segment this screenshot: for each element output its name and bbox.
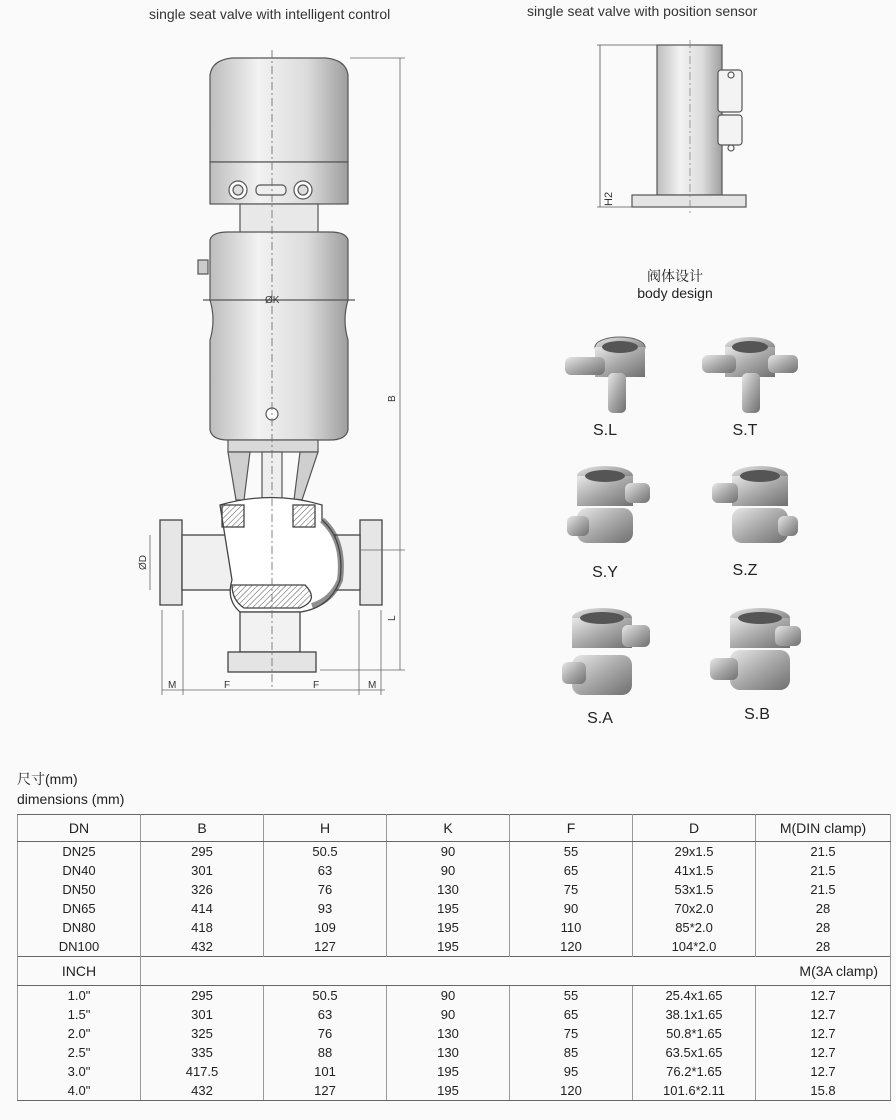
- table-cell: 12.7: [756, 1062, 891, 1081]
- table-cell: 101: [264, 1062, 387, 1081]
- table-cell: 1.0": [18, 986, 141, 1006]
- body-label-st: S.T: [732, 422, 758, 439]
- table-cell: 28: [756, 918, 891, 937]
- body-thumb-st: [700, 325, 800, 415]
- table-cell: 104*2.0: [633, 937, 756, 957]
- body-design-title: [600, 268, 750, 302]
- table-cell: 417.5: [141, 1062, 264, 1081]
- table-cell: 326: [141, 880, 264, 899]
- table-cell: 76: [264, 880, 387, 899]
- label-f-right: F: [313, 680, 320, 691]
- table-cell: 3.0": [18, 1062, 141, 1081]
- label-k: ØK: [265, 295, 280, 306]
- table-cell: 127: [264, 937, 387, 957]
- table-cell: 195: [387, 1081, 510, 1101]
- table-cell: 12.7: [756, 1024, 891, 1043]
- table-cell: 50.5: [264, 842, 387, 862]
- body-label-sl: S.L: [592, 422, 617, 439]
- table-cell: 12.7: [756, 1005, 891, 1024]
- table-cell: 90: [387, 861, 510, 880]
- body-label-sz: S.Z: [732, 562, 758, 579]
- table-cell: DN50: [18, 880, 141, 899]
- table-cell: 25.4x1.65: [633, 986, 756, 1006]
- table-row: [18, 1024, 891, 1043]
- table-cell: 21.5: [756, 842, 891, 862]
- body-thumb-sa: [560, 600, 655, 705]
- table-cell: 55: [510, 842, 633, 862]
- label-m-left: M: [168, 680, 177, 691]
- column-header: B: [141, 815, 264, 842]
- table-cell: 70x2.0: [633, 899, 756, 918]
- label-l: L: [387, 615, 398, 621]
- label-d: ØD: [138, 555, 149, 570]
- label-f-left: F: [224, 680, 231, 691]
- table-cell: 95: [510, 1062, 633, 1081]
- body-label-sy: S.Y: [592, 564, 618, 581]
- column-header: DN: [18, 815, 141, 842]
- inch-m-header: M(3A clamp): [141, 957, 891, 986]
- body-design-title-en: body design: [637, 285, 713, 301]
- position-sensor-drawing: [597, 40, 746, 215]
- table-header-row: [18, 815, 891, 842]
- table-cell: 195: [387, 899, 510, 918]
- table-cell: 65: [510, 861, 633, 880]
- column-header: F: [510, 815, 633, 842]
- table-row: [18, 880, 891, 899]
- table-cell: 295: [141, 842, 264, 862]
- table-cell: 195: [387, 937, 510, 957]
- table-cell: 85: [510, 1043, 633, 1062]
- table-cell: 75: [510, 1024, 633, 1043]
- table-cell: 90: [387, 986, 510, 1006]
- table-cell: 120: [510, 937, 633, 957]
- table-row: [18, 918, 891, 937]
- table-cell: 432: [141, 1081, 264, 1101]
- table-cell: 21.5: [756, 861, 891, 880]
- table-cell: 101.6*2.11: [633, 1081, 756, 1101]
- table-cell: 109: [264, 918, 387, 937]
- body-thumb-sz: [710, 458, 800, 558]
- table-cell: DN40: [18, 861, 141, 880]
- table-cell: 28: [756, 899, 891, 918]
- table-cell: 90: [387, 842, 510, 862]
- table-row: [18, 1081, 891, 1101]
- table-cell: 76: [264, 1024, 387, 1043]
- table-cell: 130: [387, 880, 510, 899]
- table-cell: 75: [510, 880, 633, 899]
- table-row: [18, 937, 891, 957]
- table-cell: 325: [141, 1024, 264, 1043]
- table-cell: 120: [510, 1081, 633, 1101]
- table-cell: 90: [387, 1005, 510, 1024]
- table-cell: 88: [264, 1043, 387, 1062]
- table-cell: 29x1.5: [633, 842, 756, 862]
- body-thumb-sy: [565, 458, 655, 558]
- table-cell: 12.7: [756, 1043, 891, 1062]
- caption-intelligent-control: single seat valve with intelligent control: [149, 6, 391, 22]
- body-design-title-cn: 阀体设计: [647, 268, 703, 284]
- table-cell: 195: [387, 918, 510, 937]
- table-cell: 2.0": [18, 1024, 141, 1043]
- table-cell: 85*2.0: [633, 918, 756, 937]
- column-header: H: [264, 815, 387, 842]
- body-label-sa: S.A: [587, 710, 613, 727]
- table-cell: 335: [141, 1043, 264, 1062]
- table-cell: 301: [141, 1005, 264, 1024]
- table-cell: 63: [264, 861, 387, 880]
- table-cell: 50.8*1.65: [633, 1024, 756, 1043]
- table-row: [18, 1005, 891, 1024]
- table-cell: DN65: [18, 899, 141, 918]
- table-cell: 63: [264, 1005, 387, 1024]
- table-cell: 4.0": [18, 1081, 141, 1101]
- table-cell: 1.5": [18, 1005, 141, 1024]
- table-cell: 21.5: [756, 880, 891, 899]
- table-cell: 53x1.5: [633, 880, 756, 899]
- table-cell: 63.5x1.65: [633, 1043, 756, 1062]
- table-cell: 295: [141, 986, 264, 1006]
- table-cell: 127: [264, 1081, 387, 1101]
- inch-header-row: [18, 957, 891, 986]
- dimensions-title-cn: 尺寸(mm): [17, 771, 78, 787]
- table-cell: 65: [510, 1005, 633, 1024]
- actuator: [198, 232, 355, 452]
- label-h2: H2: [603, 191, 615, 206]
- table-cell: 110: [510, 918, 633, 937]
- body-label-sb: S.B: [744, 706, 770, 723]
- body-thumb-sb: [705, 598, 805, 703]
- table-cell: 76.2*1.65: [633, 1062, 756, 1081]
- table-row: [18, 842, 891, 862]
- body-thumb-sl: [560, 325, 650, 415]
- table-cell: 93: [264, 899, 387, 918]
- column-header: D: [633, 815, 756, 842]
- table-cell: 28: [756, 937, 891, 957]
- table-cell: DN100: [18, 937, 141, 957]
- table-cell: 414: [141, 899, 264, 918]
- caption-position-sensor: single seat valve with position sensor: [527, 3, 758, 19]
- table-row: [18, 986, 891, 1006]
- table-cell: 2.5": [18, 1043, 141, 1062]
- dimensions-title-en: dimensions (mm): [17, 791, 125, 807]
- column-header: K: [387, 815, 510, 842]
- table-row: [18, 1062, 891, 1081]
- table-cell: 301: [141, 861, 264, 880]
- column-header: M(DIN clamp): [756, 815, 891, 842]
- table-cell: 432: [141, 937, 264, 957]
- control-head: [210, 58, 348, 234]
- table-cell: 130: [387, 1043, 510, 1062]
- table-cell: 15.8: [756, 1081, 891, 1101]
- table-cell: 195: [387, 1062, 510, 1081]
- table-cell: 12.7: [756, 986, 891, 1006]
- table-cell: 90: [510, 899, 633, 918]
- table-row: [18, 1043, 891, 1062]
- table-cell: DN80: [18, 918, 141, 937]
- table-cell: DN25: [18, 842, 141, 862]
- label-b: B: [387, 395, 398, 402]
- table-cell: 418: [141, 918, 264, 937]
- table-row: [18, 899, 891, 918]
- table-cell: 130: [387, 1024, 510, 1043]
- table-row: [18, 861, 891, 880]
- inch-header: INCH: [18, 957, 141, 986]
- label-m-right: M: [368, 680, 377, 691]
- table-cell: 50.5: [264, 986, 387, 1006]
- table-cell: 38.1x1.65: [633, 1005, 756, 1024]
- table-cell: 55: [510, 986, 633, 1006]
- valve-body: [160, 498, 382, 673]
- table-cell: 41x1.5: [633, 861, 756, 880]
- dimensions-table: [17, 814, 891, 1101]
